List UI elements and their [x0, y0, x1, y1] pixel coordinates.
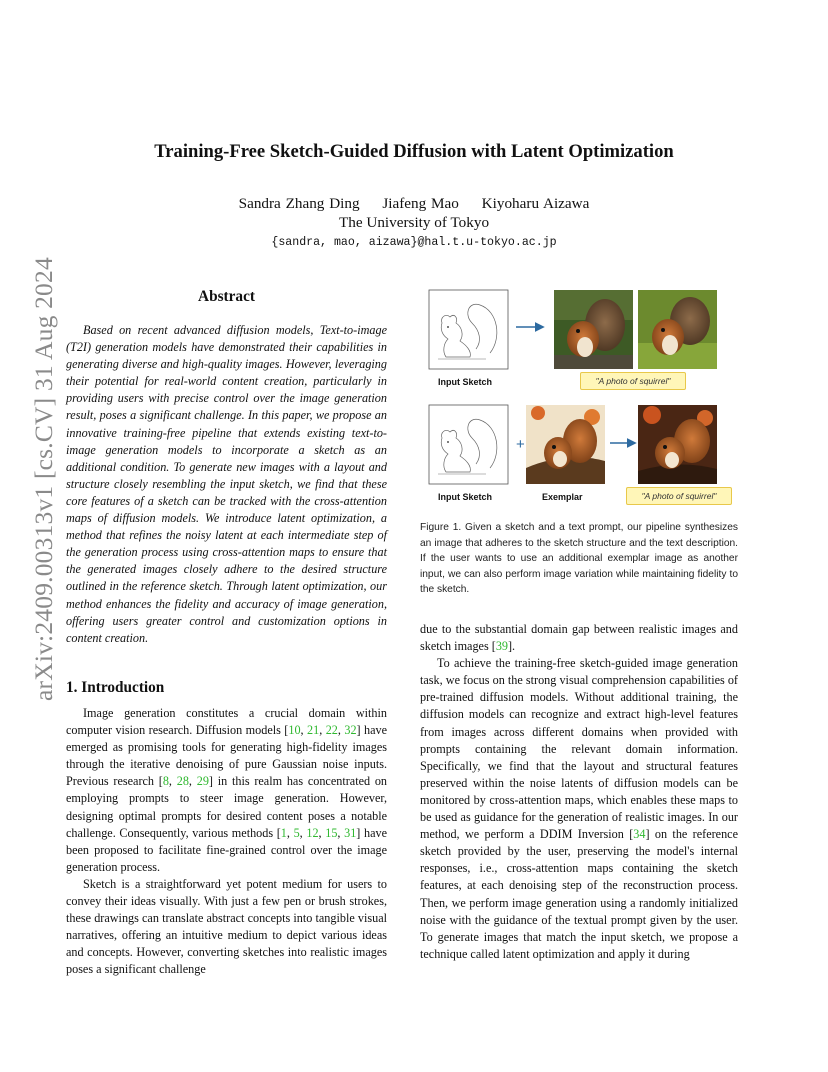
- citation-link[interactable]: 31: [344, 825, 357, 840]
- intro-paragraph-1: Image generation constitutes a crucial domain within computer vision research. Diffusion models [10, 21, 22, 32] have emerged as promising tools for generating high-fidelity images through the iterative denoising of pure Gaussian noise inputs. Previous research [8, 28, 29] in this realm has concentrated on employing prompts to steer image generation. However, designing optimal prompts for desired content poses a notable challenge. Consequently, various methods [1, 5, 12, 15, 31] have been proposed to facilitate fine-grained control over the image generation process.: [66, 706, 388, 874]
- generated-photo-2: [638, 290, 717, 369]
- author-name: Kiyoharu Aizawa: [481, 195, 590, 212]
- label-input-sketch: Input Sketch: [438, 377, 493, 387]
- plus-icon: +: [516, 436, 525, 453]
- citation-link[interactable]: 8: [162, 774, 169, 789]
- abstract-heading: Abstract: [198, 288, 255, 305]
- paper-title: Training-Free Sketch-Guided Diffusion with Latent Optimization: [154, 141, 674, 162]
- citation-link[interactable]: 34: [633, 827, 646, 842]
- citation-link[interactable]: 29: [196, 774, 209, 789]
- label-exemplar: Exemplar: [542, 492, 583, 502]
- author-name: Jiafeng Mao: [382, 195, 459, 212]
- intro-paragraph-2: Sketch is a straightforward yet potent medium for users to convey their ideas visually. With just a few pen or brush strokes, these drawings can translate abstract concepts into tangible visual narratives, offering an intuitive medium to depict various ideas and concepts. However, converting sketches into realistic images poses a significant challenge: [66, 876, 387, 977]
- abstract-text: Based on recent advanced diffusion models, Text-to-image (T2I) generation models have demonstrated their capabilities in generating diverse and high-quality images. However, leveraging their potential for real-world content creation, particularly in providing users with precise control over the image generation result, poses a significant challenge. In this paper, we propose an innovative training-free pipeline that extends existing text-to-image generation models to incorporate a sketch as an additional condition. To generate new images with a layout and structure closely resembling the input sketch, we find that these core features of a sketch can be tracked with the cross-attention maps of diffusion models. We introduce latent optimization, a method that refines the noisy latent at each intermediate step of the generation process using cross-attention maps to ensure that the generated images closely adhere to the desired structure outlined in the reference sketch. Through latent optimization, our method enhances the fidelity and accuracy of image generation, offering users greater control and customization options in content creation.: [66, 323, 387, 645]
- citation-link[interactable]: 32: [344, 723, 357, 738]
- citation-link[interactable]: 12: [306, 825, 319, 840]
- author-name: Sandra Zhang Ding: [238, 195, 360, 212]
- arxiv-identifier: arXiv:2409.00313v1 [cs.CV] 31 Aug 2024: [29, 257, 58, 701]
- input-sketch-image-2: [429, 405, 508, 484]
- citation-link[interactable]: 28: [176, 774, 189, 789]
- citation-link[interactable]: 5: [293, 825, 300, 840]
- citation-link[interactable]: 21: [307, 723, 320, 738]
- figure-1: [420, 283, 738, 513]
- generated-photo-1: [554, 290, 633, 369]
- author-emails: {sandra, mao, aizawa}@hal.t.u-tokyo.ac.jp: [271, 236, 557, 249]
- section-heading-introduction: 1. Introduction: [66, 679, 165, 696]
- citation-link[interactable]: 22: [325, 723, 338, 738]
- citation-link[interactable]: 15: [325, 825, 338, 840]
- citation-link[interactable]: 39: [495, 639, 508, 654]
- affiliation: The University of Tokyo: [338, 214, 490, 231]
- body-paragraph: To achieve the training-free sketch-guided image generation task, we focus on the strong visual comprehension capabilities of pre-trained diffusion models. Without additional training, the diffusion models can recognize and extract high-level features from images across different domains when provided with prompts containing the relevant domain information. Specifically, we find that the layout and structural features preserved within the noise latents of diffusion models can be monitored by cross-attention maps, which enables these maps to be used as guidance for the generation of realistic images. In our method, we perform a DDIM Inversion [34] on the reference sketch provided by the user, preserving the model's internal responses, i.e., cross-attention maps containing the sketch features, at each denoising step of the reconstruction process. Then, we perform image generation using a randomly initialized noise with the guidance of the textual prompt given by the user. To generate images that match the input sketch, we propose a technique called latent optimization and apply it during: [420, 656, 738, 961]
- introduction-body: [66, 705, 387, 979]
- figure-1-caption: Figure 1. Given a sketch and a text prompt, our pipeline synthesizes an image that adheres to the sketch structure and the text description. If the user wants to use an additional exemplar image as another input, we can also perform image variation while maintaining fidelity to the sketch.: [420, 522, 738, 596]
- input-sketch-image-1: [429, 290, 508, 369]
- figure-1-graphic: [420, 283, 738, 513]
- label-input-sketch: Input Sketch: [438, 492, 493, 502]
- citation-link[interactable]: 10: [288, 723, 301, 738]
- citation-link[interactable]: 1: [280, 825, 287, 840]
- author-list: [0, 195, 828, 213]
- generated-photo-3: [638, 405, 717, 484]
- prompt-tag: "A photo of squirrel": [626, 487, 732, 505]
- body-paragraph-continued: due to the substantial domain gap between realistic images and sketch images [39].: [420, 622, 738, 654]
- exemplar-image: [526, 405, 605, 484]
- prompt-tag: "A photo of squirrel": [580, 372, 686, 390]
- right-column-body: [420, 621, 738, 963]
